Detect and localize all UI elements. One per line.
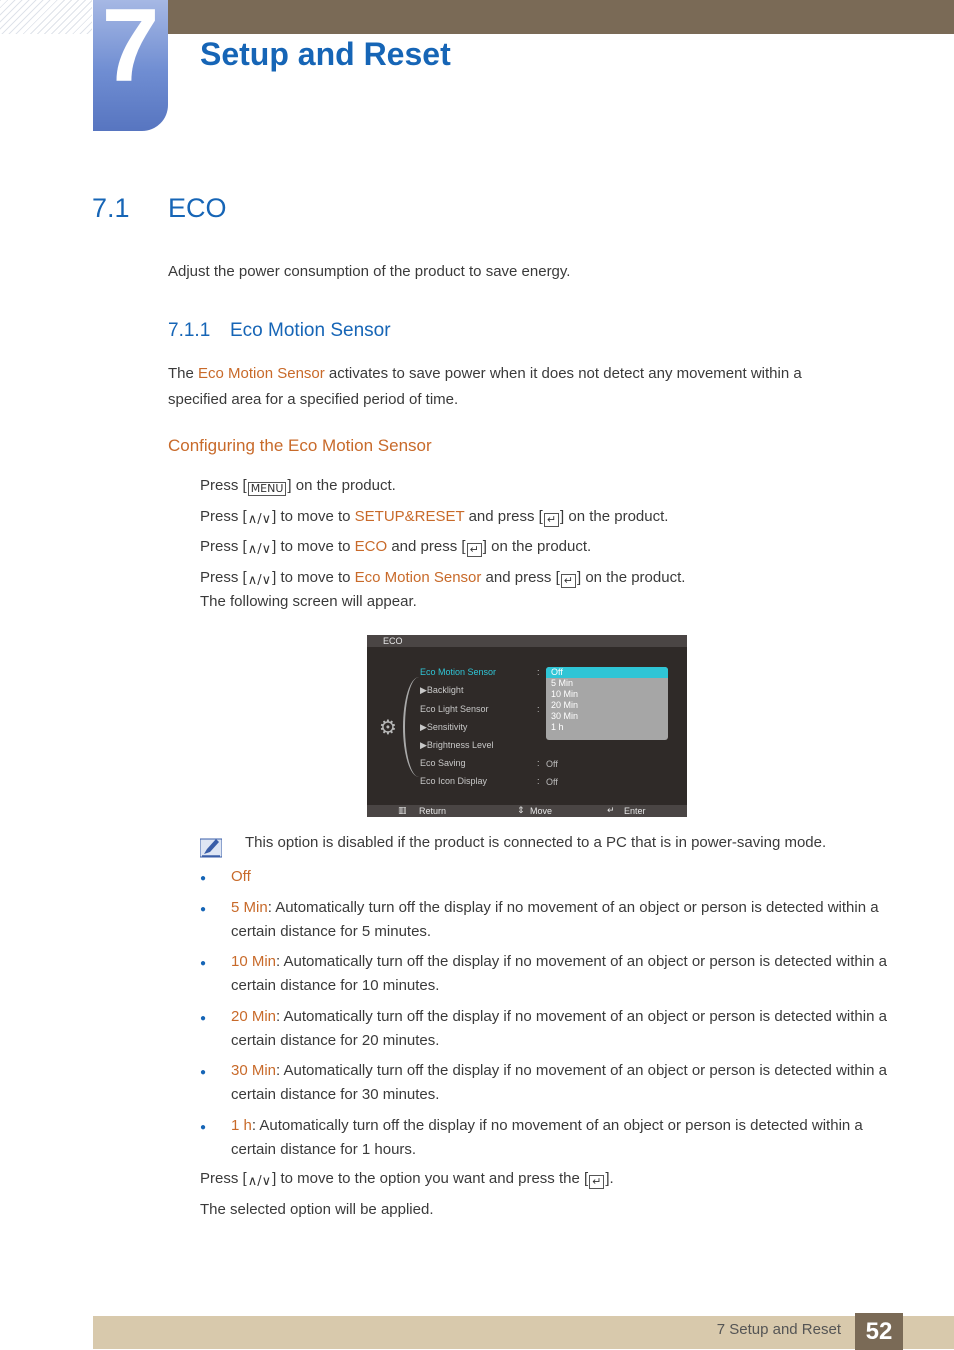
note-pencil-icon [200, 836, 222, 858]
osd-enter-label: Enter [624, 806, 646, 816]
osd-menu-value: Off [546, 777, 558, 787]
step-2-post: ] on the product. [560, 508, 669, 525]
dropdown-option[interactable]: 20 Min [551, 700, 579, 710]
step-3-post: ] on the product. [482, 538, 592, 555]
up-down-key-icon: ∧/∨ [247, 573, 272, 588]
enter-key-icon: ↵ [589, 1175, 604, 1189]
step-2 [200, 504, 668, 530]
osd-menu-item[interactable]: ▶Sensitivity [420, 722, 468, 732]
option-desc: : Automatically turn off the display if no movement of an object or person is detected within a certain distance for 5 minutes. [231, 899, 879, 940]
section-title: ECO [168, 193, 227, 223]
option-term: 20 Min [231, 1008, 277, 1025]
osd-menu-item[interactable]: ▶Brightness Level [420, 740, 494, 750]
final-step [200, 1166, 614, 1192]
osd-header [367, 635, 687, 647]
option-term: 5 Min [231, 899, 268, 916]
header-bar [168, 0, 954, 34]
step-3-mid1: ] to move to [272, 538, 355, 555]
footer-chapter-label: 7 Setup and Reset [716, 1321, 841, 1338]
dropdown-option[interactable]: 10 Min [551, 689, 579, 699]
final-pre: Press [ [200, 1170, 247, 1187]
osd-menu-item[interactable]: Eco Light Sensor [420, 704, 489, 714]
step-1-post: ] on the product. [287, 477, 396, 494]
option-term: Off [231, 868, 251, 885]
enter-key-icon: ↵ [561, 574, 576, 588]
step-4-mid1: ] to move to [272, 569, 355, 586]
step-2-pre: Press [ [200, 508, 247, 525]
step-4-term: Eco Motion Sensor [354, 569, 482, 586]
osd-menu-colon: : [537, 758, 540, 768]
section-number: 7.1 [92, 193, 130, 223]
page-number: 52 [855, 1313, 903, 1350]
option-item [231, 950, 891, 998]
osd-menu-colon: : [537, 704, 540, 714]
step-4 [200, 565, 685, 591]
note-text: This option is disabled if the product is connected to a PC that is in power-saving mode. [245, 834, 827, 851]
step-3 [200, 534, 591, 560]
bullet: ● [200, 1013, 207, 1024]
step-2-mid1: ] to move to [272, 508, 355, 525]
bullet: ● [200, 1122, 207, 1133]
option-term: 10 Min [231, 953, 277, 970]
menu-key-icon: MENU [248, 482, 287, 496]
osd-menu-value: Off [546, 759, 558, 769]
osd-footer [367, 805, 687, 817]
dropdown-option[interactable]: 5 Min [551, 678, 574, 688]
final-post: ] to move to the option you want and press the [ [272, 1170, 589, 1187]
option-item [231, 1059, 891, 1107]
osd-screen [367, 635, 687, 817]
osd-menu-item[interactable]: Eco Icon Display [420, 776, 488, 786]
subsection-number: 7.1.1 [168, 320, 211, 341]
final-applied: The selected option will be applied. [200, 1201, 434, 1218]
osd-menu-item[interactable]: ▶Backlight [420, 685, 464, 695]
enter-icon: ↵ [607, 806, 615, 816]
step-3-mid2: and press [ [387, 538, 466, 555]
step-1-pre: Press [ [200, 477, 247, 494]
osd-menu-item[interactable]: Eco Saving [420, 758, 466, 768]
chapter-tab [93, 0, 168, 131]
osd-return-label: Return [419, 806, 447, 816]
option-item [231, 1114, 891, 1162]
option-item [231, 896, 891, 944]
option-desc: : Automatically turn off the display if no movement of an object or person is detected within a certain distance for 10 minutes. [231, 953, 887, 994]
step-4-post: ] on the product. [577, 569, 686, 586]
gear-icon: ⚙ [379, 715, 397, 739]
chapter-title: Setup and Reset [200, 36, 451, 72]
subsection-title: Eco Motion Sensor [230, 320, 391, 341]
bullet: ● [200, 904, 207, 915]
section-intro: Adjust the power consumption of the product to save energy. [168, 263, 571, 280]
dropdown-option-selected[interactable]: Off [546, 667, 668, 678]
option-term: 1 h [231, 1117, 252, 1134]
bullet: ● [200, 958, 207, 969]
final-end: ]. [605, 1170, 614, 1187]
step-1 [200, 473, 396, 499]
chapter-number: 7 [101, 0, 160, 104]
step-4-pre: Press [ [200, 569, 247, 586]
step-3-term: ECO [354, 538, 388, 555]
dropdown-option[interactable]: 30 Min [551, 711, 579, 721]
desc-term: Eco Motion Sensor [198, 365, 325, 382]
return-icon: ▥ [398, 806, 407, 816]
option-item [231, 1005, 891, 1053]
enter-key-icon: ↵ [467, 543, 482, 557]
move-icon: ⇕ [517, 806, 525, 816]
enter-key-icon: ↵ [544, 513, 559, 527]
option-term: 30 Min [231, 1062, 277, 1079]
option-item [231, 865, 891, 889]
osd-menu-colon: : [537, 776, 540, 786]
osd-menu-colon: : [537, 667, 540, 677]
up-down-key-icon: ∧/∨ [247, 542, 272, 557]
option-desc: : Automatically turn off the display if no movement of an object or person is detected within a certain distance for 20 minutes. [231, 1008, 887, 1049]
osd-dropdown[interactable] [546, 667, 668, 740]
desc-pre: The [168, 365, 199, 382]
config-heading: Configuring the Eco Motion Sensor [168, 436, 432, 455]
step-2-term: SETUP&RESET [354, 508, 465, 525]
osd-menu-item[interactable]: Eco Motion Sensor [420, 667, 497, 677]
corner-hatch [0, 0, 92, 34]
dropdown-option[interactable]: 1 h [551, 722, 564, 732]
step-4-follow: The following screen will appear. [200, 593, 417, 610]
step-4-mid2: and press [ [481, 569, 560, 586]
up-down-key-icon: ∧/∨ [247, 1174, 272, 1189]
osd-move-label: Move [530, 806, 553, 816]
osd-title: ECO [383, 636, 403, 646]
step-2-mid2: and press [ [464, 508, 543, 525]
bullet: ● [200, 1067, 207, 1078]
option-desc: : Automatically turn off the display if no movement of an object or person is detected within a certain distance for 30 minutes. [231, 1062, 887, 1103]
step-3-pre: Press [ [200, 538, 247, 555]
desc-post: activates to save power when it does not detect any movement within a specified area for a specified period of time. [168, 365, 802, 408]
option-desc: : Automatically turn off the display if no movement of an object or person is detected within a certain distance for 1 hours. [231, 1117, 863, 1158]
subsection-description [168, 361, 858, 413]
bullet: ● [200, 873, 207, 884]
up-down-key-icon: ∧/∨ [247, 512, 272, 527]
